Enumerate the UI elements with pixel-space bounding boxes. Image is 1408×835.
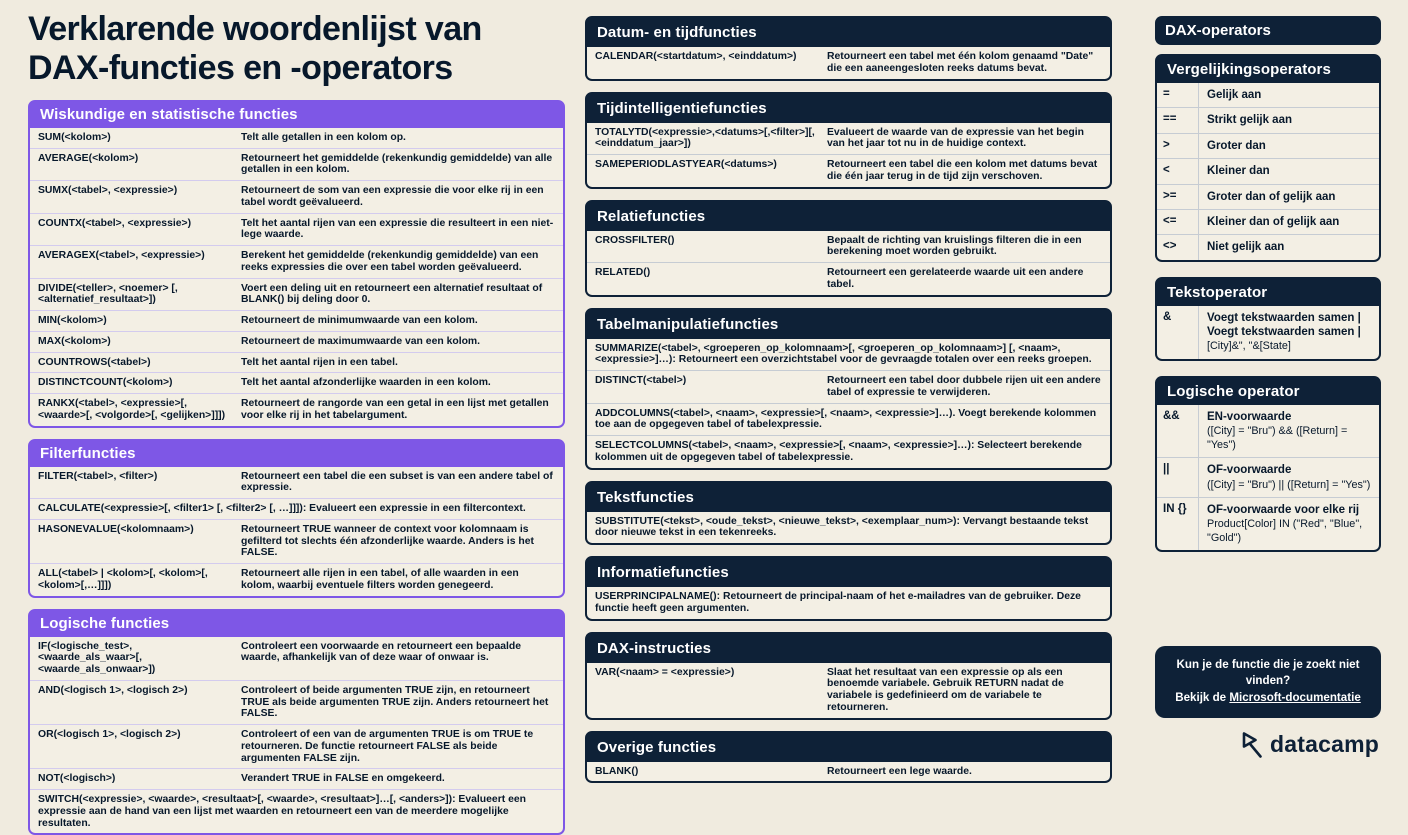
function-description: Evalueert de waarde van de expressie van het begin van het jaar tot nu in de huidige context.: [827, 126, 1084, 150]
operator-symbol: <>: [1157, 235, 1199, 259]
function-row: [30, 519, 563, 563]
left-function-sections: [28, 100, 565, 835]
operator-example: [City]&", "&[State]: [1207, 340, 1291, 353]
function-syntax: SUM(<kolom>): [38, 131, 111, 143]
section-header: Logische functies: [30, 611, 563, 637]
operator-row: [1157, 234, 1379, 259]
function-description: Controleert een voorwaarde en retourneert een bepaalde waarde, afhankelijk van of deze waar of onwaar is.: [241, 640, 522, 664]
operator-label: Niet gelijk aan: [1207, 241, 1285, 254]
function-entry: SELECTCOLUMNS(<tabel>, <naam>, <expressie>[, <naam>, <expressie>]…): Selecteert berekende kolommen uit de opgegeven tabel of tabelexpressie.: [595, 440, 1082, 463]
section: [28, 609, 565, 835]
function-syntax: DISTINCT(<tabel>): [595, 375, 687, 386]
function-syntax: VAR(<naam> = <expressie>): [595, 666, 735, 678]
function-row: [587, 339, 1110, 371]
function-description: Berekent het gemiddelde (rekenkundig gemiddelde) van een reeks expressies die over een tabel worden geëvalueerd.: [241, 250, 539, 273]
section-body: [587, 231, 1110, 295]
function-entry: USERPRINCIPALNAME(): Retourneert de principal-naam of het e-mailadres van de gebruiker. Deze functie heeft geen argumenten.: [595, 591, 1081, 614]
operator-label: Gelijk aan: [1207, 89, 1262, 101]
section-header: Tekstfuncties: [587, 483, 1110, 512]
operator-example: ([City] = "Bru") && ([Return] = "Yes"): [1207, 425, 1348, 451]
section: [585, 481, 1112, 546]
footer-note: [1155, 646, 1381, 718]
function-description: Telt het aantal afzonderlijke waarden in een kolom.: [241, 377, 491, 389]
function-syntax: RELATED(): [595, 267, 651, 278]
section-body: [30, 128, 563, 426]
function-row: [587, 370, 1110, 403]
section: [585, 731, 1112, 784]
function-entry: SUBSTITUTE(<tekst>, <oude_tekst>, <nieuwe_tekst>, <exemplaar_num>): Vervangt bestaande tekst door nieuwe tekst in een tekenreeks.: [595, 515, 1089, 539]
operator-table: [1155, 54, 1381, 262]
operator-label: Groter dan of gelijk aan: [1207, 190, 1336, 203]
function-syntax: ALL(<tabel> | <kolom>[, <kolom>[, <kolom>[,…]]]): [38, 568, 208, 591]
section-header: Overige functies: [587, 733, 1110, 762]
section-body: [587, 587, 1110, 619]
operator-row: [1157, 184, 1379, 209]
function-row: [587, 435, 1110, 468]
function-row: [587, 47, 1110, 79]
function-description: Telt alle getallen in een kolom op.: [241, 131, 406, 143]
operator-symbol: &: [1157, 306, 1199, 359]
function-row: [30, 724, 563, 768]
function-syntax: IF(<logische_test>, <waarde_als_waar>[, <waarde_als_onwaar>]): [38, 640, 156, 676]
function-row: [30, 245, 563, 278]
function-description: Retourneert TRUE wanneer de context voor kolomnaam is gefilterd tot slechts één afzonderlijke waarde. Anders is het FALSE.: [241, 523, 534, 559]
operator-example: Product[Color] IN ("Red", "Blue", "Gold"): [1207, 518, 1363, 544]
operator-symbol: <: [1157, 159, 1199, 183]
operator-label: Strikt gelijk aan: [1207, 114, 1293, 127]
section: [585, 92, 1112, 189]
operator-row: [1157, 133, 1379, 158]
function-syntax: FILTER(<tabel>, <filter>): [38, 470, 158, 482]
function-description: Retourneert een lege waarde.: [827, 765, 972, 777]
function-description: Retourneert de rangorde van een getal in een lijst met getallen voor elke rij in het tabelargument.: [241, 398, 549, 421]
operator-symbol: =: [1157, 83, 1199, 107]
function-description: Retourneert het gemiddelde (rekenkundig gemiddelde) van alle getallen in een kolom.: [241, 152, 553, 176]
function-row: [30, 789, 563, 833]
operator-row: [1157, 158, 1379, 183]
section: [28, 100, 565, 428]
function-syntax: OR(<logisch 1>, <logisch 2>): [38, 729, 181, 741]
operator-table-header: Tekstoperator: [1157, 279, 1379, 306]
page-title-line1: Verklarende woordenlijst van: [28, 10, 482, 48]
function-row: [30, 498, 563, 519]
operator-label: Groter dan: [1207, 139, 1266, 152]
operator-label: OF-voorwaarde: [1207, 464, 1292, 477]
function-row: [587, 587, 1110, 619]
function-syntax: RANKX(<tabel>, <expressie>[, <waarde>[, <volgorde>[, <gelijken>]]]): [38, 398, 226, 421]
function-row: [30, 148, 563, 181]
function-description: Telt het aantal rijen van een expressie die resulteert in een niet-lege waarde.: [241, 217, 554, 241]
function-entry: ADDCOLUMNS(<tabel>, <naam>, <expressie>[, <naam>, <expressie>]…). Voegt berekende kolommen toe aan de opgegeven tabel of tabelexpressie.: [595, 407, 1097, 431]
section-header: Wiskundige en statistische functies: [30, 102, 563, 128]
function-syntax: DISTINCTCOUNT(<kolom>): [38, 377, 173, 389]
function-row: [30, 310, 563, 331]
function-description: Retourneert de maximumwaarde van een kolom.: [241, 335, 481, 347]
operator-row: [1157, 83, 1379, 107]
function-description: Verandert TRUE in FALSE en omgekeerd.: [241, 773, 445, 785]
function-row: [30, 372, 563, 393]
function-row: [30, 180, 563, 213]
section-header: Relatiefuncties: [587, 202, 1110, 231]
operator-symbol: &&: [1157, 405, 1199, 457]
section: [585, 632, 1112, 720]
function-row: [587, 154, 1110, 187]
operator-example: ([City] = "Bru") || ([Return] = "Yes"): [1207, 478, 1371, 491]
operator-row: [1157, 209, 1379, 234]
function-description: Controleert of beide argumenten TRUE zijn, en retourneert TRUE als beide argumenten TRUE zijn. Anders retourneert het FALSE.: [241, 684, 549, 720]
function-syntax: AVERAGE(<kolom>): [38, 152, 139, 164]
section-body: [587, 512, 1110, 544]
function-row: [30, 768, 563, 789]
function-description: Bepaalt de richting van kruislings filteren die in een berekening moet worden gebruikt.: [827, 234, 1082, 258]
microsoft-docs-link[interactable]: Microsoft-documentatie: [1229, 691, 1361, 705]
operator-description: [1199, 83, 1379, 107]
operator-row: [1157, 306, 1379, 359]
section-body: [587, 762, 1110, 782]
footer-link-prefix: Bekijk de: [1175, 691, 1230, 705]
operator-description: [1199, 235, 1379, 259]
operator-description: [1199, 458, 1379, 497]
section-header: Tijdintelligentiefuncties: [587, 94, 1110, 123]
operator-label: Kleiner dan: [1207, 165, 1270, 178]
function-row: [30, 331, 563, 352]
function-row: [30, 278, 563, 311]
function-description: Retourneert een tabel die een kolom met datums bevat die één jaar terug in de tijd zijn verschoven.: [827, 159, 1098, 182]
section-header: Datum- en tijdfuncties: [587, 18, 1110, 47]
section-header: Informatiefuncties: [587, 558, 1110, 587]
function-syntax: CROSSFILTER(): [595, 234, 675, 246]
function-row: [587, 663, 1110, 718]
function-row: [587, 762, 1110, 782]
function-row: [30, 563, 563, 596]
operator-symbol: IN {}: [1157, 498, 1199, 550]
operator-description: [1199, 108, 1379, 132]
section: [585, 16, 1112, 81]
operator-description: [1199, 210, 1379, 234]
operator-row: [1157, 405, 1379, 457]
function-syntax: HASONEVALUE(<kolomnaam>): [38, 523, 194, 535]
section-body: [587, 339, 1110, 468]
operator-description: [1199, 405, 1379, 457]
section: [28, 439, 565, 598]
operator-tables: [1155, 54, 1381, 567]
section-body: [587, 123, 1110, 187]
operator-label: Voegt tekstwaarden samen |: [1207, 311, 1361, 324]
function-row: [587, 123, 1110, 155]
operator-symbol: >=: [1157, 185, 1199, 209]
datacamp-logo: [1241, 731, 1379, 758]
section-body: [587, 47, 1110, 79]
section: [585, 200, 1112, 297]
page-title: [28, 10, 565, 89]
function-row: [30, 128, 563, 148]
function-row: [587, 262, 1110, 295]
section-header: DAX-instructies: [587, 634, 1110, 663]
function-row: [587, 231, 1110, 263]
function-description: Telt het aantal rijen in een tabel.: [241, 356, 398, 368]
operator-label: Voegt tekstwaarden samen |: [1207, 326, 1361, 338]
function-entry: SUMMARIZE(<tabel>, <groeperen_op_kolomnaam>[, <groeperen_op_kolomnaam>] [, <naam>, <expressie>]…): Retourneert een overzichtstabel voor de gevraagde totalen over een reeks groepen.: [595, 342, 1092, 366]
operator-label: Kleiner dan of gelijk aan: [1207, 215, 1340, 228]
operator-table-header: Logische operator: [1157, 378, 1379, 405]
operator-description: [1199, 185, 1379, 209]
left-column: [28, 6, 565, 835]
operator-label: OF-voorwaarde voor elke rij: [1207, 504, 1360, 517]
function-row: [587, 403, 1110, 436]
datacamp-logo-text: datacamp: [1270, 731, 1379, 757]
operator-symbol: <=: [1157, 210, 1199, 234]
operator-row: [1157, 497, 1379, 550]
operator-description: [1199, 159, 1379, 183]
function-syntax: MIN(<kolom>): [38, 315, 107, 327]
section-header: Tabelmanipulatiefuncties: [587, 310, 1110, 339]
function-description: Retourneert een gerelateerde waarde uit een andere tabel.: [827, 267, 1084, 290]
right-column: [1155, 16, 1381, 758]
function-row: [30, 467, 563, 499]
operator-label: EN-voorwaarde: [1207, 410, 1292, 423]
function-description: Controleert of een van de argumenten TRUE is om TRUE te retourneren. De functie retourneert FALSE als beide argumenten FALSE zijn.: [241, 729, 534, 764]
function-description: Voert een deling uit en retourneert een alternatief resultaat of BLANK() bij deling door 0.: [241, 282, 543, 306]
function-syntax: MAX(<kolom>): [38, 335, 111, 347]
function-syntax: SAMEPERIODLASTYEAR(<datums>): [595, 159, 777, 170]
function-row: [30, 213, 563, 246]
operator-description: [1199, 306, 1379, 359]
function-row: [587, 512, 1110, 544]
section: [585, 556, 1112, 621]
function-description: Retourneert een tabel met één kolom genaamd "Date" die een aaneengesloten reeks datums bevat.: [827, 51, 1094, 74]
function-row: [30, 393, 563, 426]
operator-table: [1155, 376, 1381, 553]
operator-description: [1199, 498, 1379, 550]
function-row: [30, 637, 563, 680]
middle-function-sections: [585, 16, 1112, 783]
function-description: Retourneert een tabel door dubbele rijen uit een andere tabel of expressie te verwijderen.: [827, 375, 1101, 398]
operator-symbol: ||: [1157, 458, 1199, 497]
page-title-line2: DAX-functies en -operators: [28, 49, 453, 88]
function-entry: SWITCH(<expressie>, <waarde>, <resultaat>[, <waarde>, <resultaat>]…[, <anders>]): Evalueert een expressie aan de hand van een lijst met waarden en retourneert een van de meerdere mogelijke resultaten.: [38, 794, 527, 829]
dax-operators-header: DAX-operators: [1155, 16, 1381, 45]
datacamp-logo-icon: [1241, 732, 1263, 758]
section-body: [30, 467, 563, 596]
function-row: [30, 352, 563, 373]
operator-table: [1155, 277, 1381, 361]
function-syntax: BLANK(): [595, 765, 639, 777]
function-description: Retourneert de som van een expressie die voor elke rij in een tabel wordt geëvalueerd.: [241, 185, 544, 208]
function-syntax: CALENDAR(<startdatum>, <einddatum>): [595, 51, 797, 62]
function-description: Retourneert alle rijen in een tabel, of alle waarden in een kolom, waarbij eventuele filters worden genegeerd.: [241, 568, 519, 591]
section: [585, 308, 1112, 470]
operator-symbol: >: [1157, 134, 1199, 158]
function-syntax: TOTALYTD(<expressie>,<datums>[,<filter>][, <einddatum_jaar>]): [595, 126, 815, 150]
section-body: [587, 663, 1110, 718]
function-description: Retourneert de minimumwaarde van een kolom.: [241, 315, 478, 327]
function-syntax: AND(<logisch 1>, <logisch 2>): [38, 684, 188, 696]
function-entry: CALCULATE(<expressie>[, <filter1> [, <filter2> [, …]]]): Evalueert een expressie in een filtercontext.: [38, 503, 526, 515]
operator-symbol: ==: [1157, 108, 1199, 132]
operator-table-header: Vergelijkingsoperators: [1157, 56, 1379, 83]
function-syntax: AVERAGEX(<tabel>, <expressie>): [38, 250, 205, 262]
function-row: [30, 680, 563, 724]
spacer: [1155, 567, 1381, 645]
operator-row: [1157, 457, 1379, 497]
function-syntax: SUMX(<tabel>, <expressie>): [38, 185, 178, 197]
function-description: Slaat het resultaat van een expressie op als een benoemde variabele. Gebruik RETURN nadat de variabele is gedefinieerd om de variabele te retourneren.: [827, 666, 1064, 713]
function-syntax: DIVIDE(<teller>, <noemer> [, <alternatief_resultaat>]): [38, 282, 178, 306]
operator-row: [1157, 107, 1379, 132]
footer-link-line: [1161, 690, 1375, 707]
function-syntax: NOT(<logisch>): [38, 773, 116, 785]
function-description: Retourneert een tabel die een subset is van een andere tabel of expressie.: [241, 470, 553, 494]
operator-description: [1199, 134, 1379, 158]
section-header: Filterfuncties: [30, 441, 563, 467]
function-syntax: COUNTX(<tabel>, <expressie>): [38, 217, 192, 229]
footer-question: Kun je de functie die je zoekt niet vinden?: [1176, 657, 1360, 688]
function-syntax: COUNTROWS(<tabel>): [38, 356, 151, 368]
section-body: [30, 637, 563, 834]
